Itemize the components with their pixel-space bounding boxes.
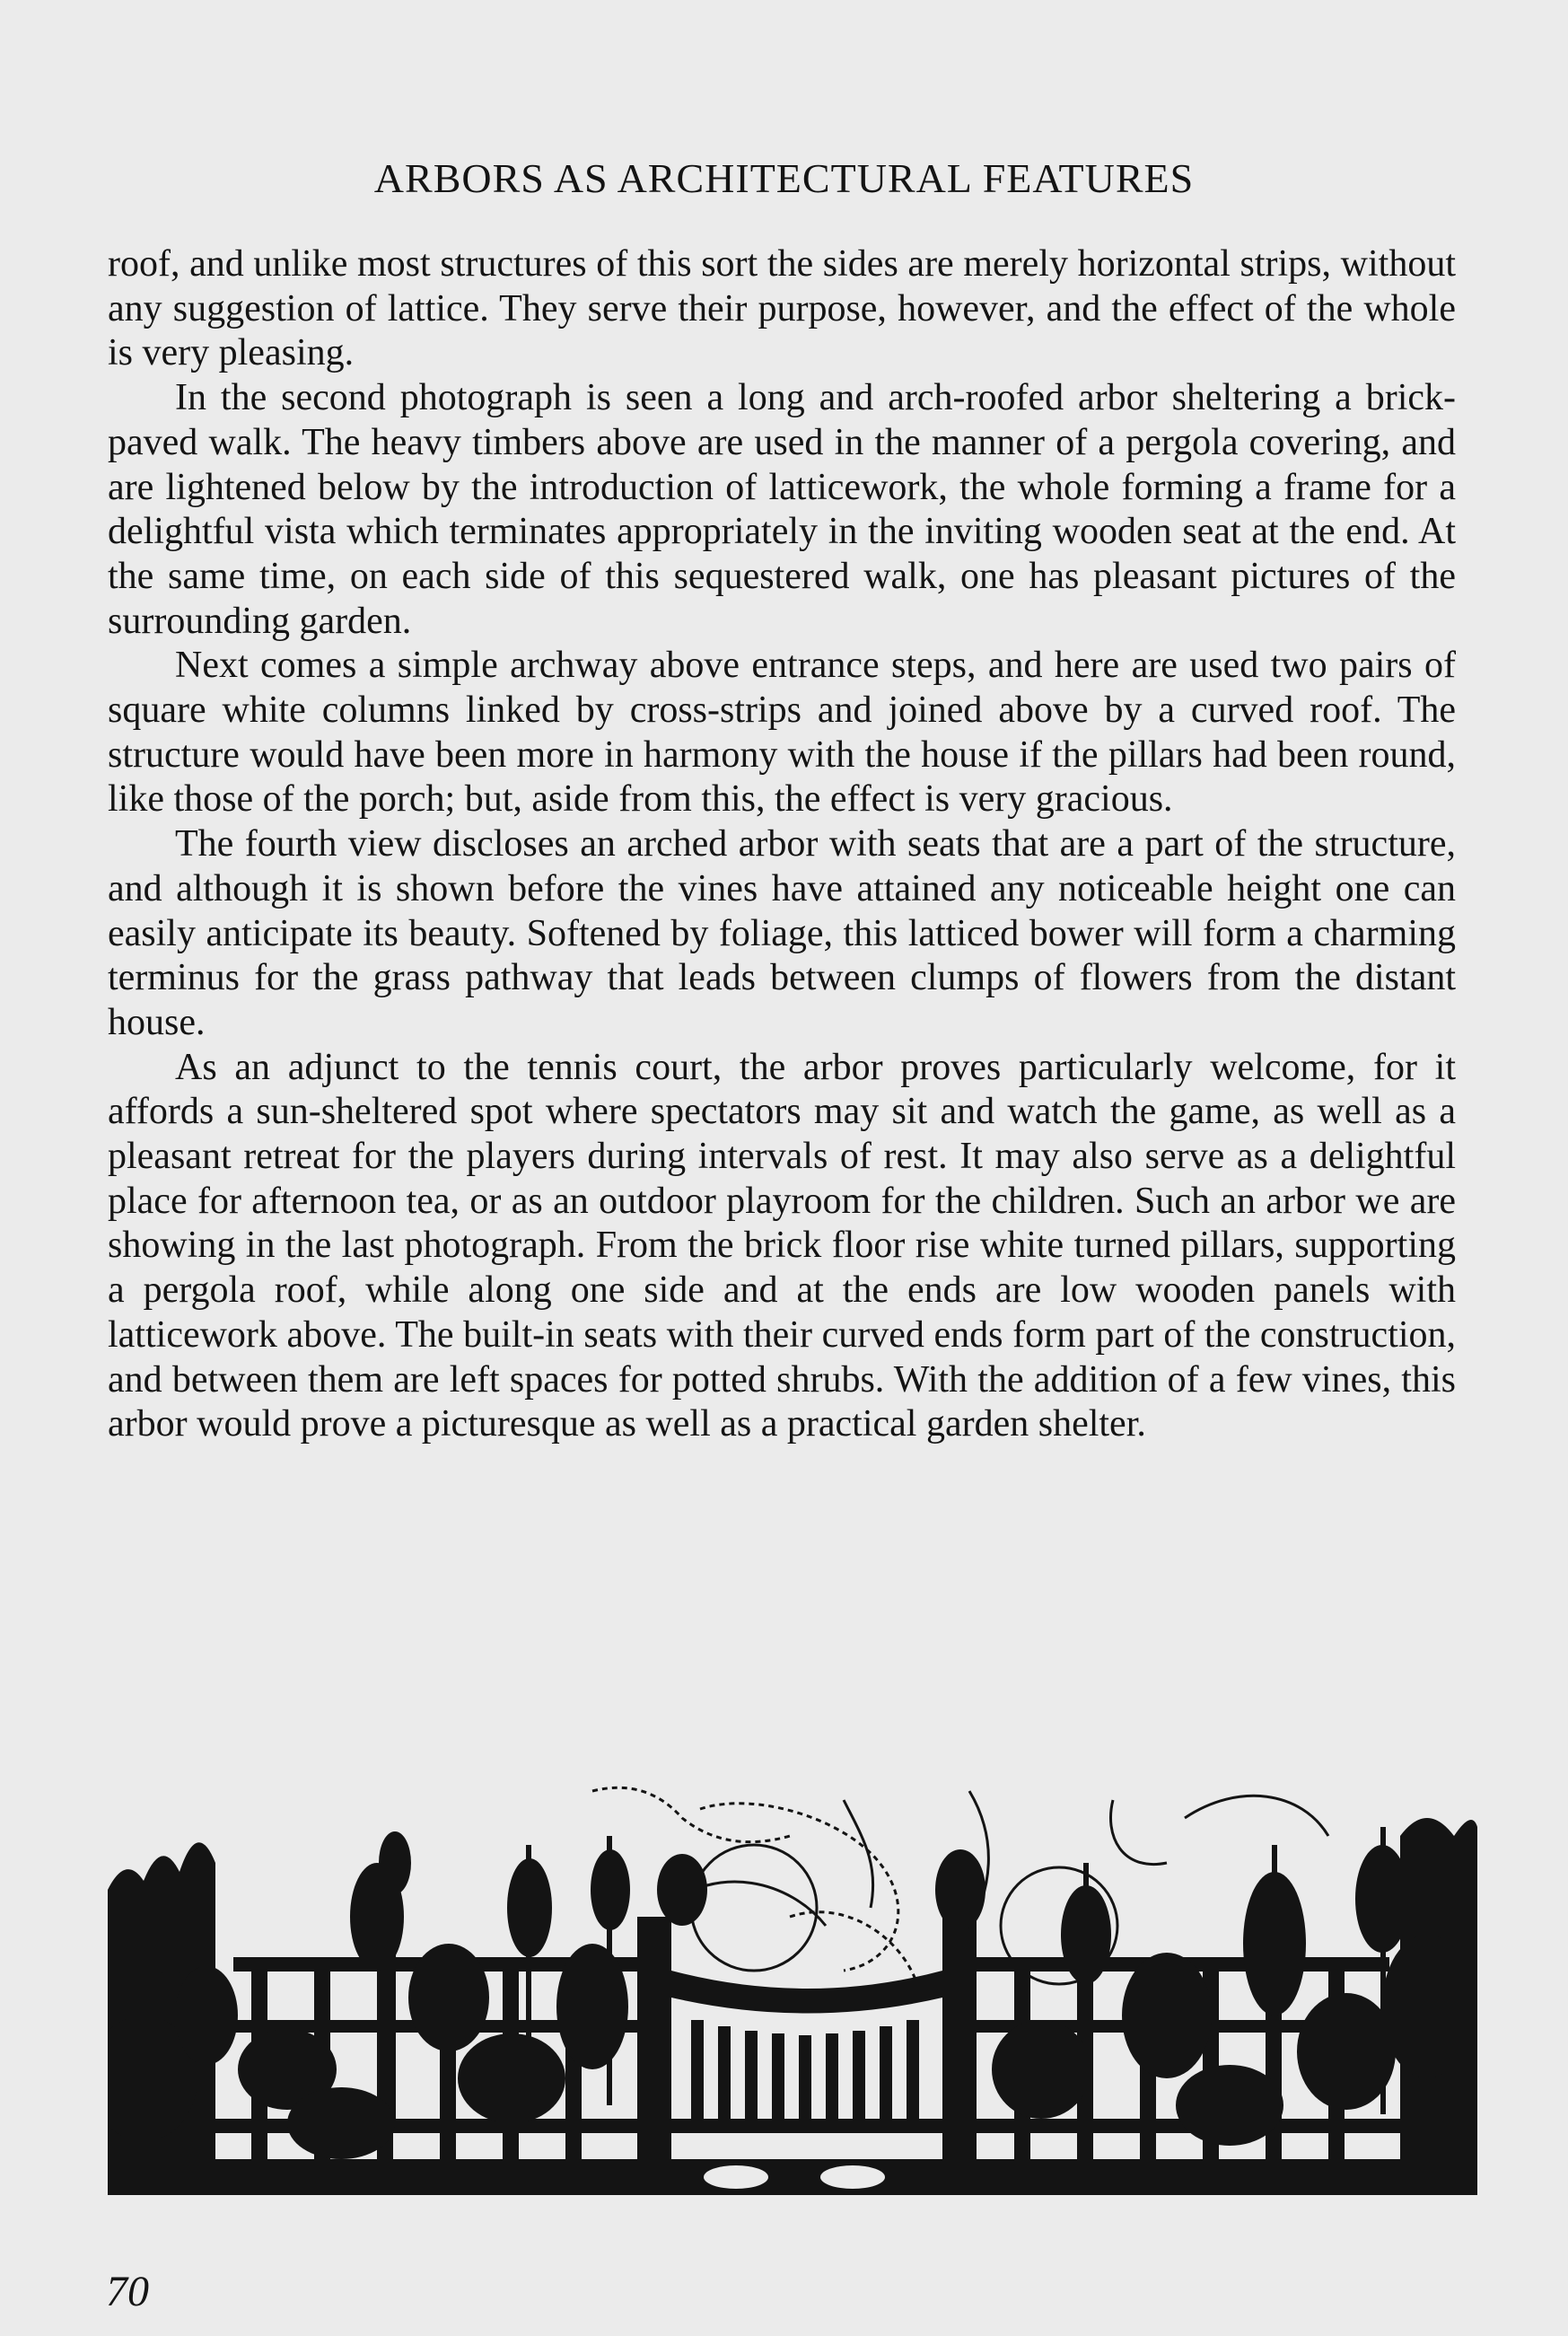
paragraph: The fourth view discloses an arched arbor with seats that are a part of the structure, and although it is shown before the vines have attained any noticeable height one can easily anticipate its beauty. Softened by foliage, this latticed bower will form a charming terminus for the grass pathway that leads between clumps of flowers from the distant house.	[108, 823, 1456, 1043]
paragraph: In the second photograph is seen a long and arch-roofed arbor sheltering a brick-paved walk. The heavy timbers above are used in the manner of a pergola covering, and are lightened below by the introduction of latticework, the whole forming a frame for a delightful vista which terminates appropriately in the inviting wooden seat at the end. At the same time, on each side of this sequestered walk, one has pleasant pictures of the surrounding garden.	[108, 377, 1456, 642]
running-head: ARBORS AS ARCHITECTURAL FEATURES	[373, 155, 1195, 201]
garden-gate-silhouette	[108, 1782, 1477, 2200]
page-number: 70	[106, 2268, 149, 2315]
paragraph: roof, and unlike most structures of this sort the sides are merely horizontal strips, without any suggestion of lattice. They serve their purpose, however, and the effect of the whole is very pleasing.	[108, 243, 1456, 374]
body-text	[108, 242, 1456, 1447]
paragraph: As an adjunct to the tennis court, the arbor proves particularly welcome, for it affords a sun-sheltered spot where spectators may sit and watch the game, as well as a pleasant retreat for the players during intervals of rest. It may also serve as a delightful place for afternoon tea, or as an outdoor playroom for the children. Such an arbor we are showing in the last photograph. From the brick floor rise white turned pillars, supporting a pergola roof, while along one side and at the ends are low wooden panels with latticework above. The built-in seats with their curved ends form part of the construction, and between them are left spaces for potted shrubs. With the addition of a few vines, this arbor would prove a picturesque as well as a practical garden shelter.	[108, 1046, 1456, 1445]
paragraph: Next comes a simple archway above entrance steps, and here are used two pairs of square white columns linked by cross-strips and joined above by a curved roof. The structure would have been more in harmony with the house if the pillars had been round, like those of the porch; but, aside from this, the effect is very gracious.	[108, 645, 1456, 821]
